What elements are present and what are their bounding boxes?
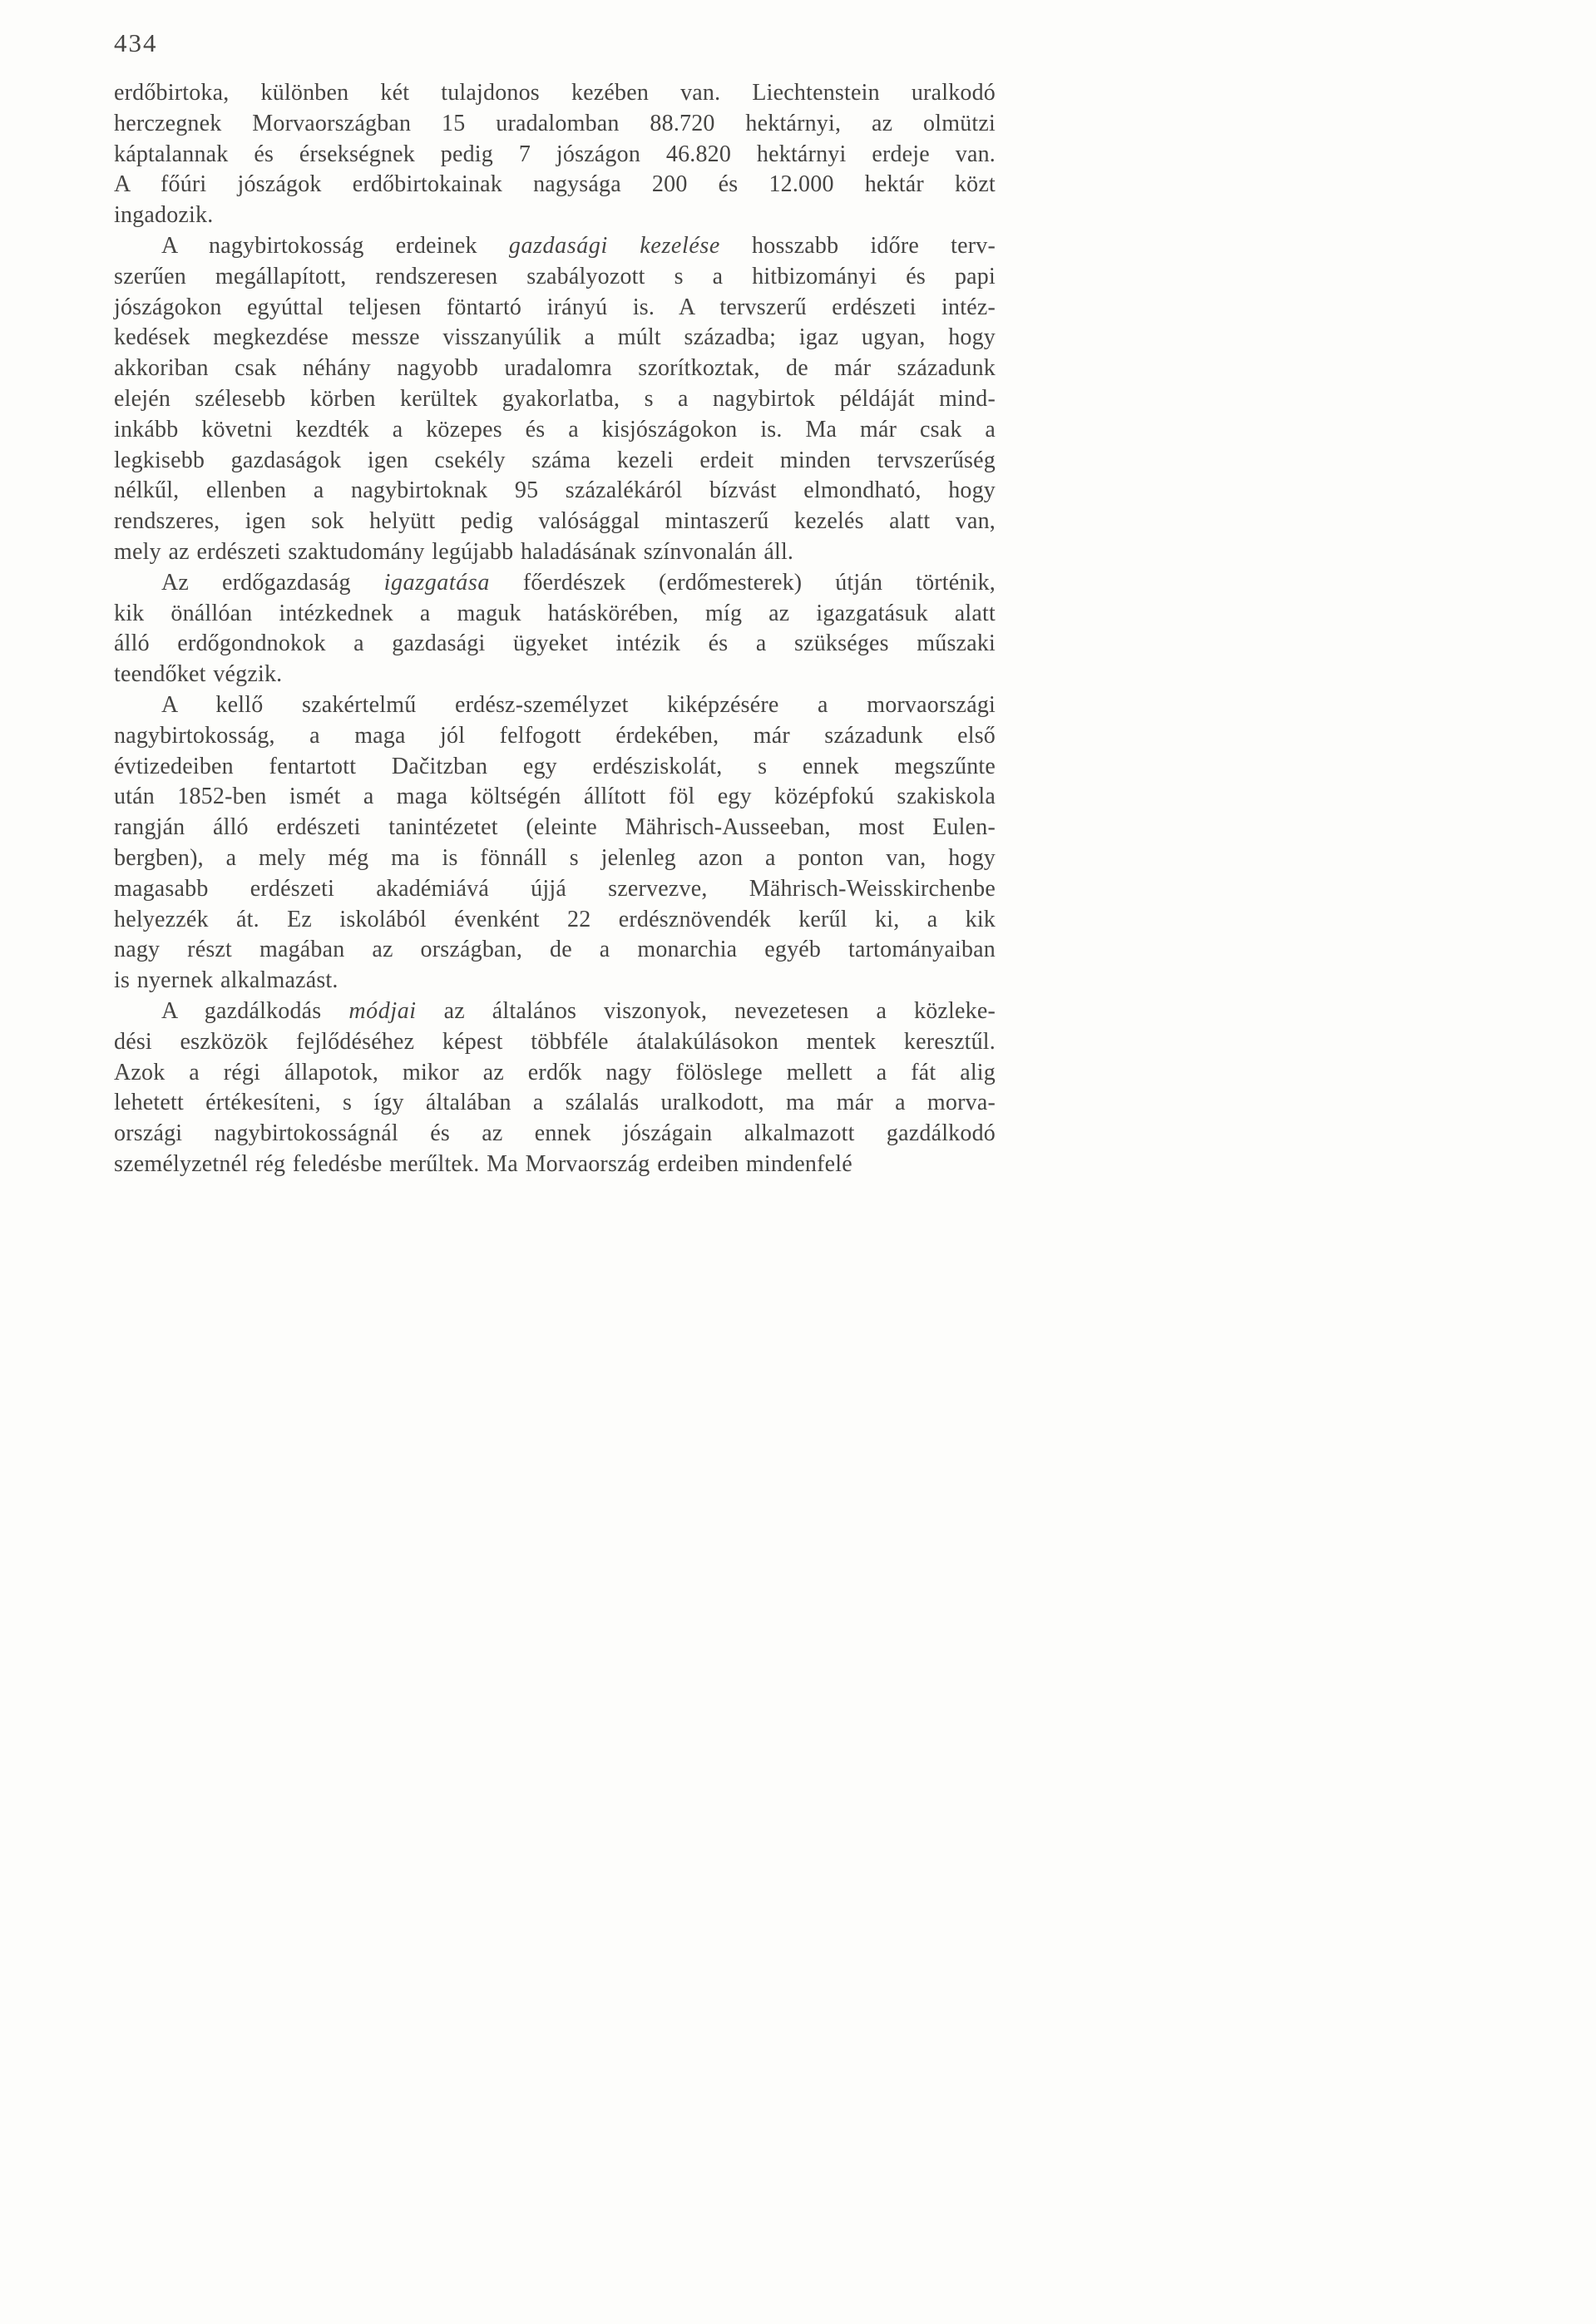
paragraph bbox=[114, 231, 996, 568]
text-line: dési eszközök fejlődéséhez képest többféle átalakúlásokon mentek keresztűl. bbox=[114, 1028, 996, 1055]
text-line: inkább követni kezdték a közepes és a kisjószágokon is. Ma már csak a bbox=[114, 416, 996, 443]
body-text bbox=[114, 78, 996, 1180]
text-line: mely az erdészeti szaktudomány legújabb haladásának színvonalán áll. bbox=[114, 538, 794, 565]
italic-term: igazgatása bbox=[383, 569, 490, 596]
text-line: országi nagybirtokosságnál és az ennek jószágain alkalmazott gazdálkodó bbox=[114, 1120, 996, 1147]
text-line: rangján álló erdészeti tanintézetet (eleinte Mährisch-Ausseeban, most Eulen- bbox=[114, 814, 996, 841]
text-line: kik önállóan intézkednek a maguk hatáskörében, míg az igazgatásuk alatt bbox=[114, 600, 996, 626]
page-number: 434 bbox=[114, 28, 158, 57]
text-line: elején szélesebb körben kerültek gyakorlatba, s a nagybirtok példáját mind- bbox=[114, 385, 996, 412]
text-line: ingadozik. bbox=[114, 202, 214, 229]
text-line: szerűen megállapított, rendszeresen szabályozott s a hitbizományi és papi bbox=[114, 263, 996, 289]
text-line: nélkűl, ellenben a nagybirtoknak 95 százalékáról bízvást elmondható, hogy bbox=[114, 477, 996, 504]
text-line: helyezzék át. Ez iskolából évenként 22 erdésznövendék kerűl ki, a kik bbox=[114, 906, 996, 932]
italic-term: gazdasági kezelése bbox=[508, 232, 720, 259]
text-line: A főúri jószágok erdőbirtokainak nagysága 200 és 12.000 hektár közt bbox=[114, 171, 996, 198]
text-line: személyzetnél rég feledésbe merűltek. Ma Morvaország erdeiben mindenfelé bbox=[114, 1150, 852, 1177]
paragraph bbox=[114, 568, 996, 690]
paragraph bbox=[114, 690, 996, 996]
text-line: A kellő szakértelmű erdész-személyzet kiképzésére a morvaországi bbox=[161, 691, 996, 718]
text-line: Az erdőgazdaság igazgatása főerdészek (erdőmesterek) útján történik, bbox=[161, 569, 996, 596]
text-line: kedések megkezdése messze visszanyúlik a múlt századba; igaz ugyan, hogy bbox=[114, 324, 996, 351]
text-line: álló erdőgondnokok a gazdasági ügyeket intézik és a szükséges műszaki bbox=[114, 630, 996, 657]
text-line: után 1852-ben ismét a maga költségén állított föl egy középfokú szakiskola bbox=[114, 784, 996, 810]
text-line: herczegnek Morvaországban 15 uradalomban 88.720 hektárnyi, az olmützi bbox=[114, 110, 996, 136]
text-line: nagy részt magában az országban, de a monarchia egyéb tartományaiban bbox=[114, 937, 996, 963]
text-line: nagybirtokosság, a maga jól felfogott érdekében, már századunk első bbox=[114, 722, 996, 749]
paragraph bbox=[114, 78, 996, 231]
italic-term: módjai bbox=[348, 997, 417, 1024]
text-line: káptalannak és érsekségnek pedig 7 jószágon 46.820 hektárnyi erdeje van. bbox=[114, 141, 996, 167]
text-line: jószágokon egyúttal teljesen föntartó irányú is. A tervszerű erdészeti intéz- bbox=[114, 294, 996, 320]
text-line: legkisebb gazdaságok igen csekély száma kezeli erdeit minden tervszerűség bbox=[114, 447, 996, 473]
text-line: erdőbirtoka, különben két tulajdonos kezében van. Liechtenstein uralkodó bbox=[114, 80, 996, 106]
text-line: évtizedeiben fentartott Dačitzban egy erdésziskolát, s ennek megszűnte bbox=[114, 753, 996, 779]
text-line: is nyernek alkalmazást. bbox=[114, 967, 338, 994]
text-line: A gazdálkodás módjai az általános viszonyok, nevezetesen a közleke- bbox=[161, 997, 996, 1024]
text-line: lehetett értékesíteni, s így általában a szálalás uralkodott, ma már a morva- bbox=[114, 1090, 996, 1116]
text-line: bergben), a mely még ma is fönnáll s jelenleg azon a ponton van, hogy bbox=[114, 844, 996, 871]
text-line: rendszeres, igen sok helyütt pedig valósággal mintaszerű kezelés alatt van, bbox=[114, 508, 996, 535]
paragraph bbox=[114, 996, 996, 1180]
text-line: magasabb erdészeti akadémiává újjá szervezve, Mährisch-Weisskirchenbe bbox=[114, 875, 996, 902]
text-line: teendőket végzik. bbox=[114, 661, 283, 688]
text-line: A nagybirtokosság erdeinek gazdasági kezelése hosszabb időre terv- bbox=[161, 232, 996, 259]
text-line: Azok a régi állapotok, mikor az erdők nagy fölöslege mellett a fát alig bbox=[114, 1059, 996, 1085]
text-line: akkoriban csak néhány nagyobb uradalomra szorítkoztak, de már századunk bbox=[114, 355, 996, 382]
